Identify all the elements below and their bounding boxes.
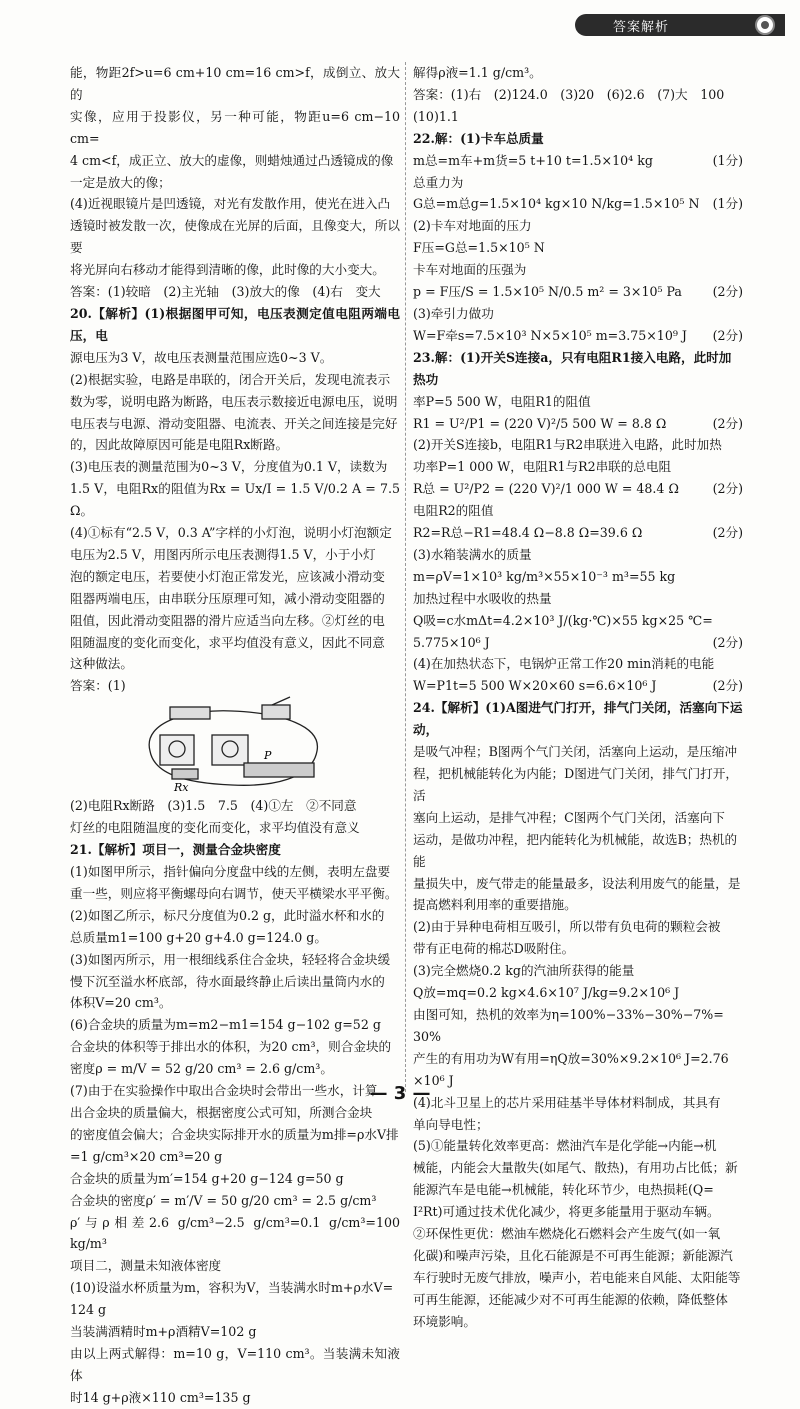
right-column <box>413 62 743 1333</box>
solution-line <box>413 675 743 697</box>
score-points: (1分) <box>712 152 743 168</box>
solution-text: 卡车对地面的压强为 <box>413 262 527 278</box>
svg-text:Rx: Rx <box>174 781 189 795</box>
text-line: (4)近视眼镜片是凹透镜，对光有发散作用，使光在进入凸 <box>70 196 391 212</box>
solution-line <box>413 1026 743 1048</box>
text-line: 源电压为3 V，故电压表测量范围应选0~3 V。 <box>70 349 333 365</box>
solution-line <box>413 632 743 654</box>
text-line: 透镜时被发散一次，使像成在光屏的后面，且像变大，所以要 <box>70 218 400 256</box>
text-line: 由以上两式解得：m=10 g，V=110 cm³。当装满未知液体 <box>70 1345 400 1383</box>
text-line: 答案：(1) <box>70 678 126 694</box>
solution-line <box>413 434 743 456</box>
solution-text: ②环保性更优：燃油车燃烧化石燃料会产生废气(如一氧 <box>413 1226 721 1242</box>
solution-text: 产生的有用功为W有用=ηQ放=30%×9.2×10⁶ J=2.76 <box>413 1050 729 1066</box>
solution-text: m=ρV=1×10³ kg/m³×55×10⁻³ m³=55 kg <box>413 568 676 584</box>
solution-line <box>413 106 743 128</box>
solution-text: 提高燃料利用率的重要措施。 <box>413 897 577 913</box>
solution-text: (3)牵引力做功 <box>413 305 494 321</box>
text-line: (3)如图丙所示，用一根细线系住合金块，轻轻将合金块缓 <box>70 951 391 967</box>
solution-line <box>413 873 743 895</box>
solution-line <box>413 544 743 566</box>
solution-line <box>413 456 743 478</box>
column-divider <box>405 62 406 1092</box>
solution-text: R1 = U²/P1 = (220 V)²/5 500 W = 8.8 Ω <box>413 415 667 431</box>
solution-text: G总=m总g=1.5×10⁴ kg×10 N/kg=1.5×10⁵ N <box>413 196 700 212</box>
text-line: =1 g/cm³×20 cm³=20 g <box>70 1148 223 1164</box>
solution-text: R总 = U²/P2 = (220 V)²/1 000 W = 48.4 Ω <box>413 481 679 497</box>
solution-line <box>413 763 743 807</box>
solution-line <box>413 237 743 259</box>
solution-text: 环境影响。 <box>413 1313 476 1329</box>
solution-line <box>413 1004 743 1026</box>
text-line: 的，因此故障原因可能是电阻Rx断路。 <box>70 437 289 453</box>
solution-line <box>413 193 743 215</box>
text-line: 阻值，因此滑动变阻器的滑片应适当向左移。②灯丝的电 <box>70 612 385 628</box>
solution-text: 车行驶时无废气排放，噪声小，若电能来自风能、太阳能等 <box>413 1269 741 1285</box>
solution-text: 23.解：(1)开关S连接a，只有电阻R1接入电路，此时加热功 <box>413 349 732 387</box>
solution-text: 运动，是做功冲程，把内能转化为机械能，故选B；热机的能 <box>413 831 738 869</box>
solution-text: 单向导电性； <box>413 1116 489 1132</box>
solution-line <box>413 1201 743 1223</box>
solution-text: 答案：(1)右 (2)124.0 (3)20 (6)2.6 (7)大 100 <box>413 86 725 102</box>
score-points: (2分) <box>712 327 743 343</box>
solution-text: F压=G总=1.5×10⁵ N <box>413 240 545 256</box>
text-line: 4 cm<f，成正立、放大的虚像，则蜡烛通过凸透镜成的像 <box>70 152 394 168</box>
text-line: 的密度值会偏大；合金块实际排开水的质量为m排=ρ水V排 <box>70 1126 399 1142</box>
solution-line <box>413 938 743 960</box>
solution-text: 30% <box>413 1028 441 1044</box>
solution-text: R2=R总−R1=48.4 Ω−8.8 Ω=39.6 Ω <box>413 525 643 541</box>
solution-text: I²Rt)可通过技术优化减少，将更多能量用于驱动车辆。 <box>413 1204 720 1220</box>
solution-text: W=F牵s=7.5×10³ N×5×10⁵ m=3.75×10⁹ J <box>413 327 687 343</box>
answer-header-band <box>575 14 785 36</box>
text-line: 合金块的密度ρ′ = m′/V = 50 g/20 cm³ = 2.5 g/cm³ <box>70 1192 377 1208</box>
solution-line <box>413 566 743 588</box>
text-line: 答案：(1)较暗 (2)主光轴 (3)放大的像 (4)右 变大 <box>70 284 381 300</box>
text-line: 慢下沉至溢水杯底部，待水面最终静止后读出量筒内水的 <box>70 973 385 989</box>
text-line: 灯丝的电阻随温度的变化而变化，求平均值没有意义 <box>70 820 360 836</box>
solution-line <box>413 150 743 172</box>
solution-text: 械能，内能会大量散失(如尾气、散热)，有用功占比低；新 <box>413 1160 738 1176</box>
text-line: (1)如图甲所示，指针偏向分度盘中线的左侧，表明左盘要 <box>70 864 391 879</box>
text-line: 阻器两端电压，由串联分压原理可知，减小滑动变阻器的 <box>70 590 385 606</box>
score-points: (2分) <box>712 525 743 541</box>
solution-text: 总重力为 <box>413 174 464 190</box>
text-line: 合金块的体积等于排出水的体积，为20 cm³，则合金块的 <box>70 1039 392 1055</box>
solution-text: (2)卡车对地面的压力 <box>413 218 532 234</box>
solution-text: 能源汽车是电能→机械能，转化环节少，电热损耗(Q= <box>413 1182 714 1198</box>
solution-line <box>413 215 743 237</box>
svg-text:P: P <box>264 749 272 763</box>
page-number: — 3 — <box>369 1083 431 1104</box>
solution-line <box>413 413 743 435</box>
solution-line <box>413 303 743 325</box>
solution-text: 塞向上运动，是排气冲程；C图两个气门关闭，活塞向下 <box>413 809 725 825</box>
text-line: 体积V=20 cm³。 <box>70 995 172 1011</box>
solution-line <box>413 741 743 763</box>
solution-text: 化碳)和噪声污染，且化石能源是不可再生能源；新能源汽 <box>413 1247 733 1263</box>
text-line: 实像，应用于投影仪，另一种可能，物距u=6 cm−10 cm= <box>70 108 400 146</box>
left-column <box>70 62 400 1409</box>
text-line: (2)根据实验，电路是串联的，闭合开关后，发现电流表示 <box>70 371 391 387</box>
text-line: (4)①标有“2.5 V，0.3 A”字样的小灯泡，说明小灯泡额定 <box>70 525 392 541</box>
solution-line <box>413 1267 743 1289</box>
text-line: 合金块的质量为m′=154 g+20 g−124 g=50 g <box>70 1170 344 1186</box>
solution-text: 率P=5 500 W，电阻R1的阻值 <box>413 393 591 409</box>
text-line: (2)如图乙所示，标尺分度值为0.2 g，此时溢水杯和水的 <box>70 907 385 923</box>
solution-text: (5)①能量转化效率更高：燃油汽车是化学能→内能→机 <box>413 1138 717 1154</box>
score-points: (2分) <box>712 415 743 431</box>
score-points: (2分) <box>712 284 743 300</box>
solution-line <box>413 347 743 391</box>
solution-line <box>413 500 743 522</box>
solution-line <box>413 1157 743 1179</box>
solution-text: (3)水箱装满水的质量 <box>413 546 532 562</box>
solution-line <box>413 982 743 1004</box>
score-points: (1分) <box>712 196 743 212</box>
solution-line <box>413 1114 743 1136</box>
text-line: 阻随温度的变化而变化，求平均值没有意义，因此不同意 <box>70 634 385 650</box>
score-points: (2分) <box>712 634 743 650</box>
solution-line <box>413 653 743 675</box>
text-line: 数为零，说明电路为断路，电压表示数接近电源电压，说明 <box>70 393 398 409</box>
solution-text: 解得ρ液=1.1 g/cm³。 <box>413 65 542 80</box>
solution-line <box>413 128 743 150</box>
solution-text: 22.解：(1)卡车总质量 <box>413 130 544 146</box>
solution-text: 电阻R2的阻值 <box>413 503 494 519</box>
solution-line <box>413 172 743 194</box>
solution-line <box>413 259 743 281</box>
solution-line <box>413 1135 743 1157</box>
solution-line <box>413 894 743 916</box>
solution-text: (4)在加热状态下，电锅炉正常工作20 min消耗的电能 <box>413 656 715 672</box>
score-points: (2分) <box>712 678 743 694</box>
solution-line <box>413 1179 743 1201</box>
text-line: (3)电压表的测量范围为0~3 V，分度值为0.1 V，读数为 <box>70 459 388 475</box>
solution-line <box>413 84 743 106</box>
text-line: 密度ρ = m/V = 52 g/20 cm³ = 2.6 g/cm³。 <box>70 1061 333 1077</box>
solution-text: (2)开关S连接b，电阻R1与R2串联进入电路，此时加热 <box>413 437 722 453</box>
text-line: (6)合金块的质量为m=m2−m1=154 g−102 g=52 g <box>70 1017 381 1033</box>
text-line: 当装满酒精时m+ρ酒精V=102 g <box>70 1324 257 1340</box>
solution-line <box>413 391 743 413</box>
solution-line <box>413 960 743 982</box>
solution-text: 5.775×10⁶ J <box>413 634 490 650</box>
solution-line <box>413 1289 743 1311</box>
solution-text: (4)北斗卫星上的芯片采用硅基半导体材料制成，其具有 <box>413 1094 721 1110</box>
solution-line <box>413 1223 743 1245</box>
text-line: 能，物距2f>u=6 cm+10 cm=16 cm>f，成倒立、放大的 <box>70 65 400 102</box>
solution-text: 由图可知，热机的效率为η=100%−33%−30%−7%= <box>413 1006 724 1022</box>
text-line: 124 g <box>70 1302 107 1318</box>
solution-text: Q吸=c水mΔt=4.2×10³ J/(kg·℃)×55 kg×25 ℃= <box>413 612 713 628</box>
solution-text: p = F压/S = 1.5×10⁵ N/0.5 m² = 3×10⁵ Pa <box>413 284 682 300</box>
text-line: (10)设溢水杯质量为m，容积为V，当装满水时m+ρ水V= <box>70 1280 394 1296</box>
solution-line <box>413 829 743 873</box>
solution-line <box>413 916 743 938</box>
solution-line <box>413 1245 743 1267</box>
solution-text: m总=m车+m货=5 t+10 t=1.5×10⁴ kg <box>413 152 653 168</box>
solution-line <box>413 1048 743 1070</box>
text-line: ρ′与ρ相差2.6 g/cm³−2.5 g/cm³=0.1 g/cm³=100 kg/m³ <box>70 1214 400 1252</box>
text-line: 将光屏向右移动才能得到清晰的像，此时像的大小变大。 <box>70 262 385 278</box>
solution-text: 可再生能源，还能减少对不可再生能源的依赖，降低整体 <box>413 1291 728 1307</box>
text-line: 1.5 V，电阻Rx的阻值为Rx = Ux/I = 1.5 V/0.2 A = 7.5 Ω。 <box>70 481 400 519</box>
text-line: 出合金块的质量偏大，根据密度公式可知，所测合金块 <box>70 1104 373 1120</box>
solution-line <box>413 588 743 610</box>
text-line: 时14 g+ρ液×110 cm³=135 g <box>70 1389 251 1405</box>
solution-text: (3)完全燃烧0.2 kg的汽油所获得的能量 <box>413 963 635 979</box>
solution-text: 功率P=1 000 W，电阻R1与R2串联的总电阻 <box>413 459 672 475</box>
text-line: 这种做法。 <box>70 656 133 672</box>
solution-line <box>413 807 743 829</box>
solution-text: 是吸气冲程；B图两个气门关闭，活塞向上运动，是压缩冲 <box>413 744 738 760</box>
circuit-diagram <box>132 701 332 795</box>
solution-text: 24.【解析】(1)A图进气门打开，排气门关闭，活塞向下运动， <box>413 700 743 738</box>
solution-line <box>413 1311 743 1333</box>
text-line: 项目二，测量未知液体密度 <box>70 1258 222 1274</box>
text-line: 21.【解析】项目一，测量合金块密度 <box>70 842 281 858</box>
text-line: 电压表与电源、滑动变阻器、电流表、开关之间连接是完好 <box>70 415 398 431</box>
text-line: 泡的额定电压，若要使小灯泡正常发光，应该减小滑动变 <box>70 568 385 584</box>
solution-line <box>413 522 743 544</box>
header-label: 答案解析 <box>613 20 670 35</box>
solution-text: (2)由于异种电荷相互吸引，所以带有负电荷的颗粒会被 <box>413 919 721 935</box>
text-line: 总质量m1=100 g+20 g+4.0 g=124.0 g。 <box>70 929 327 945</box>
solution-text: 量损失中，废气带走的能量最多，设法利用废气的能量，是 <box>413 875 741 891</box>
header-emblem-icon <box>755 15 775 35</box>
solution-line <box>413 478 743 500</box>
solution-text: (10)1.1 <box>413 108 459 124</box>
solution-line <box>413 325 743 347</box>
text-line: (7)由于在实验操作中取出合金块时会带出一些水，计算 <box>70 1083 378 1099</box>
solution-text: 加热过程中水吸收的热量 <box>413 590 552 606</box>
solution-text: Q放=mq=0.2 kg×4.6×10⁷ J/kg=9.2×10⁶ J <box>413 985 680 1001</box>
solution-text: ×10⁶ J <box>413 1072 454 1088</box>
solution-line <box>413 697 743 741</box>
text-line: 20.【解析】(1)根据图甲可知，电压表测定值电阻两端电压，电 <box>70 305 400 343</box>
text-line: 一定是放大的像； <box>70 174 171 190</box>
solution-text: 带有正电荷的棉芯D吸附住。 <box>413 941 575 957</box>
text-line: 重一些，则应将平衡螺母向右调节，使天平横梁水平平衡。 <box>70 885 398 901</box>
solution-text: 程，把机械能转化为内能；D图进气门关闭，排气门打开，活 <box>413 766 738 803</box>
solution-line <box>413 610 743 632</box>
text-line: (2)电阻Rx断路 (3)1.5 7.5 (4)①左 ②不同意 <box>70 798 357 814</box>
solution-line <box>413 62 743 84</box>
text-line: 电压为2.5 V，用图丙所示电压表测得1.5 V，小于小灯 <box>70 546 376 562</box>
solution-line <box>413 281 743 303</box>
solution-text: W=P1t=5 500 W×20×60 s=6.6×10⁶ J <box>413 678 657 694</box>
score-points: (2分) <box>712 481 743 497</box>
